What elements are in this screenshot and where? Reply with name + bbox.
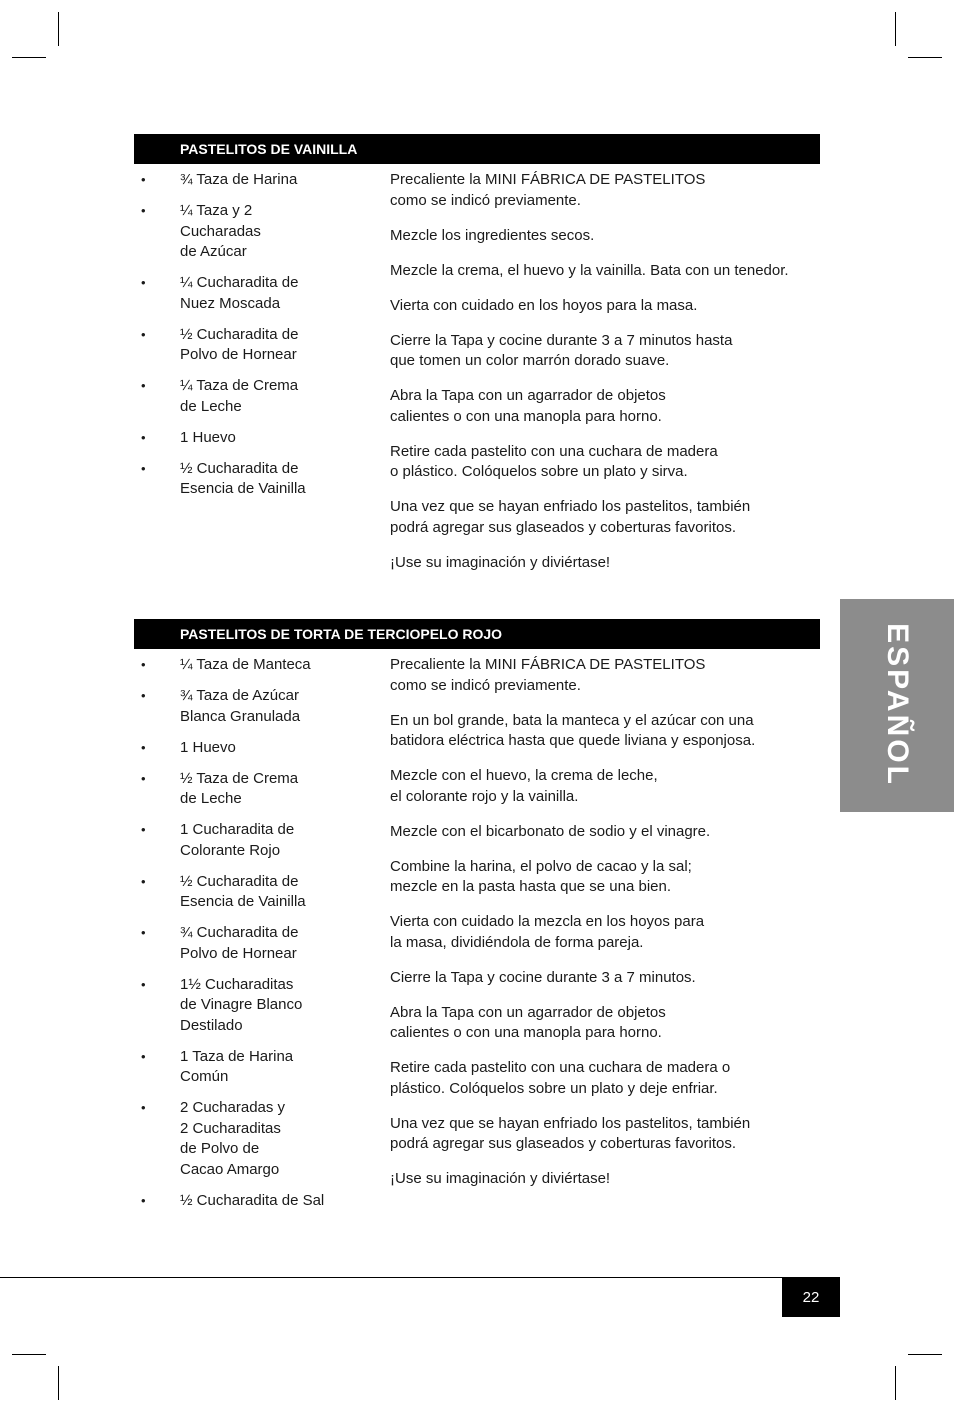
crop-mark [12, 1354, 46, 1355]
ingredient-item [134, 459, 374, 500]
language-side-tab [840, 599, 954, 812]
ingredient-item [134, 325, 374, 366]
ingredient-text: ¾ Taza de Azúcar Blanca Granulada [180, 687, 301, 725]
step-paragraph: Retire cada pastelito con una cuchara de madera o plástico. Colóquelos sobre un plato y deje enfriar. [390, 1059, 731, 1097]
bullet-icon: • [141, 172, 146, 187]
ingredient-item [134, 170, 374, 191]
step-paragraph: Una vez que se hayan enfriado los pastelitos, también podrá agregar sus glaseados y coberturas favoritos. [390, 498, 751, 536]
step-paragraph: Abra la Tapa con un agarrador de objetos calientes o con una manopla para horno. [390, 1003, 666, 1041]
ingredient-text: ¼ Cucharadita de Nuez Moscada [180, 274, 299, 312]
bullet-icon: • [141, 460, 146, 476]
ingredient-item [134, 201, 374, 263]
step-paragraph: Abra la Tapa con un agarrador de objetos calientes o con una manopla para horno. [390, 387, 666, 425]
step-paragraph: Vierta con cuidado la mezcla en los hoyos para la masa, dividiéndola de forma pareja. [390, 913, 705, 951]
bullet-icon: • [141, 770, 146, 786]
ingredient-item [134, 1191, 374, 1212]
crop-mark [58, 12, 59, 46]
ingredients-list [134, 655, 374, 1222]
step-paragraph: Precaliente la MINI FÁBRICA DE PASTELITOS como se indicó previamente. [390, 171, 706, 209]
ingredient-text: ¼ Taza de Manteca [180, 656, 311, 673]
ingredient-text: ¾ Taza de Harina [180, 171, 298, 188]
ingredient-text: ½ Cucharadita de Esencia de Vainilla [180, 459, 306, 497]
bullet-icon: • [141, 657, 146, 672]
ingredient-text: ¾ Cucharadita de Polvo de Hornear [180, 924, 299, 962]
language-label: ESPAÑOL [881, 623, 914, 787]
step-paragraph: Cierre la Tapa y cocine durante 3 a 7 minutos. [390, 968, 696, 986]
ingredient-text: 2 Cucharadas y 2 Cucharaditas de Polvo de Cacao Amargo [180, 1099, 286, 1178]
ingredient-item [134, 1047, 374, 1088]
ingredient-item [134, 428, 374, 449]
ingredient-item [134, 975, 374, 1037]
ingredient-text: 1½ Cucharaditas de Vinagre Blanco Destilado [180, 975, 303, 1034]
recipe-vanilla-cupcakes [134, 134, 820, 571]
ingredient-item [134, 872, 374, 913]
crop-mark [908, 1354, 942, 1355]
bullet-icon: • [141, 429, 146, 445]
crop-mark [895, 1366, 896, 1400]
steps-list [390, 170, 820, 588]
page-number: 22 [782, 1278, 840, 1317]
recipe-red-velvet-cupcakes [134, 619, 820, 1209]
ingredient-text: ½ Cucharadita de Esencia de Vainilla [180, 872, 306, 910]
step-paragraph: Retire cada pastelito con una cuchara de madera o plástico. Colóquelos sobre un plato y sirva. [390, 442, 718, 480]
ingredient-item [134, 769, 374, 810]
ingredient-text: 1 Huevo [180, 738, 236, 756]
crop-mark [908, 57, 942, 58]
crop-mark [12, 57, 46, 58]
step-paragraph: En un bol grande, bata la manteca y el azúcar con una batidora eléctrica hasta que quede liviana y esponjosa. [390, 711, 756, 749]
bullet-icon: • [141, 1100, 146, 1115]
step-paragraph: Cierre la Tapa y cocine durante 3 a 7 minutos hasta que tomen un color marrón dorado suave. [390, 331, 733, 369]
step-paragraph: Vierta con cuidado en los hoyos para la masa. [390, 296, 698, 314]
step-paragraph: Precaliente la MINI FÁBRICA DE PASTELITOS como se indicó previamente. [390, 656, 706, 694]
step-paragraph: Mezcle los ingredientes secos. [390, 226, 595, 244]
bullet-icon: • [141, 873, 146, 889]
bullet-icon: • [141, 925, 146, 940]
ingredient-item [134, 686, 374, 727]
bullet-icon: • [141, 275, 146, 290]
step-paragraph: Combine la harina, el polvo de cacao y la sal; mezcle en la pasta hasta que se una bien. [390, 857, 692, 895]
footer-rule [0, 1277, 840, 1278]
bullet-icon: • [141, 203, 146, 218]
ingredients-list [134, 170, 374, 510]
crop-mark [58, 1366, 59, 1400]
ingredient-text: ¼ Taza y 2 Cucharadas de Azúcar [180, 202, 261, 260]
recipe-title: PASTELITOS DE VAINILLA [134, 134, 820, 164]
ingredient-text: 1 Cucharadita de Colorante Rojo [180, 821, 295, 859]
step-paragraph: Mezcle con el huevo, la crema de leche, el colorante rojo y la vainilla. [390, 767, 658, 805]
ingredient-text: ½ Cucharadita de Polvo de Hornear [180, 325, 299, 363]
bullet-icon: • [141, 739, 146, 755]
bullet-icon: • [141, 1048, 146, 1064]
crop-mark [895, 12, 896, 46]
bullet-icon: • [141, 378, 146, 393]
ingredient-item [134, 923, 374, 964]
ingredient-text: ½ Cucharadita de Sal [180, 1191, 325, 1209]
ingredient-item [134, 820, 374, 861]
step-paragraph: Una vez que se hayan enfriado los pastelitos, también podrá agregar sus glaseados y coberturas favoritos. [390, 1114, 751, 1152]
ingredient-text: ½ Taza de Crema de Leche [180, 769, 299, 807]
bullet-icon: • [141, 688, 146, 703]
ingredient-item [134, 1098, 374, 1180]
bullet-icon: • [141, 822, 146, 837]
steps-list [390, 655, 820, 1204]
step-paragraph: Mezcle con el bicarbonato de sodio y el vinagre. [390, 822, 711, 840]
ingredient-text: 1 Taza de Harina Común [180, 1047, 294, 1085]
ingredient-text: ¼ Taza de Crema de Leche [180, 377, 299, 415]
ingredient-item [134, 738, 374, 759]
ingredient-item [134, 273, 374, 314]
bullet-icon: • [141, 326, 146, 342]
step-paragraph: ¡Use su imaginación y diviértase! [390, 1170, 611, 1187]
bullet-icon: • [141, 1192, 146, 1208]
recipe-title: PASTELITOS DE TORTA DE TERCIOPELO ROJO [134, 619, 820, 649]
ingredient-text: 1 Huevo [180, 428, 236, 446]
ingredient-item [134, 376, 374, 417]
bullet-icon: • [141, 976, 146, 992]
step-paragraph: Mezcle la crema, el huevo y la vainilla. Bata con un tenedor. [390, 261, 789, 279]
ingredient-item [134, 655, 374, 676]
step-paragraph: ¡Use su imaginación y diviértase! [390, 553, 611, 571]
